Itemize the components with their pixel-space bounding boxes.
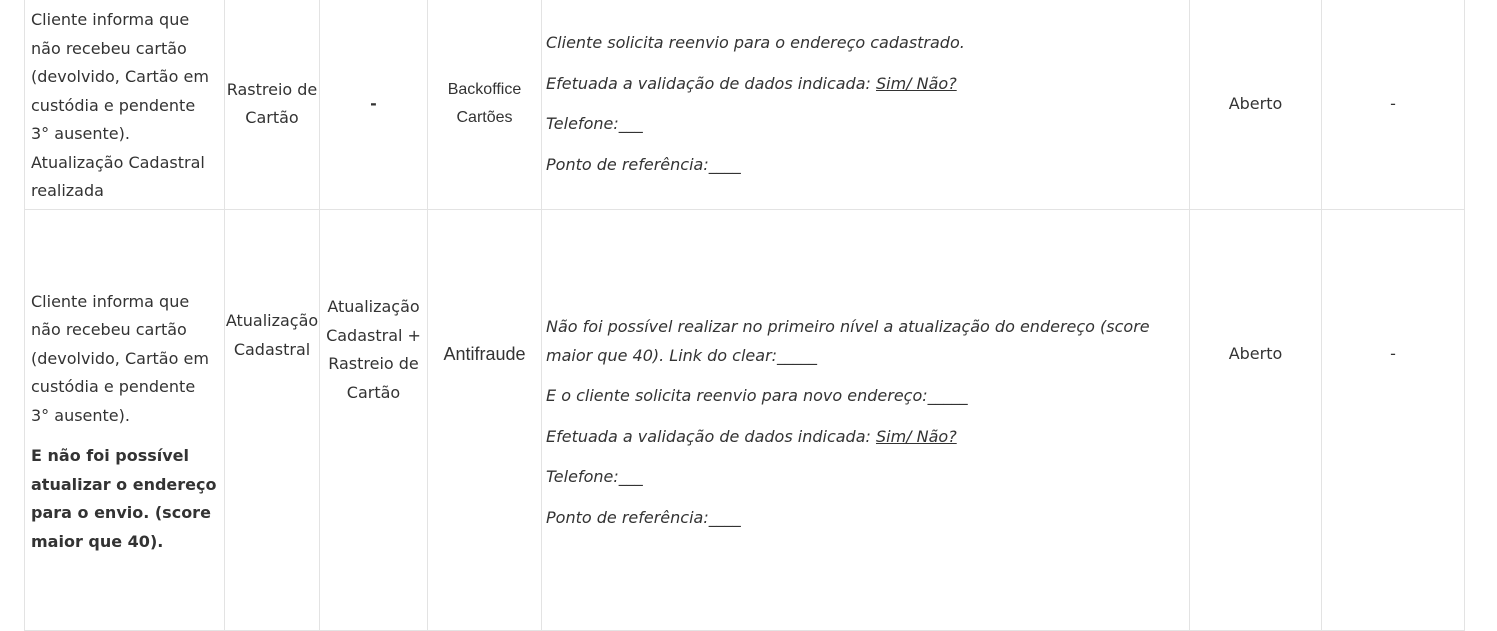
description-text: Cliente informa que não recebeu cartão (devolvido, Cartão em custódia e pendente 3° ausente). — [31, 10, 209, 144]
description-cell — [25, 210, 225, 631]
script-line — [546, 417, 1185, 458]
script-line: Telefone:___ — [546, 114, 643, 133]
procedures-table — [24, 0, 1465, 631]
script-text: Efetuada a validação de dados indicada: — [546, 426, 876, 446]
script-cell — [542, 0, 1190, 210]
obs-cell: - — [1322, 0, 1465, 210]
table-row — [25, 0, 1465, 210]
script-line: Ponto de referência:____ — [546, 507, 741, 527]
yes-no-link[interactable]: Sim/ Não? — [875, 73, 957, 93]
status-cell: Aberto — [1190, 0, 1322, 210]
area-cell: Antifraude — [428, 210, 542, 631]
script-line: Cliente solicita reenvio para o endereço cadastrado. — [546, 33, 965, 52]
subtipo-cell: - — [320, 0, 428, 210]
script-line — [546, 64, 1185, 105]
tipo-cell: Atualização Cadastral — [225, 210, 320, 631]
script-line: Ponto de referência:____ — [546, 154, 741, 174]
description-cell — [25, 0, 225, 210]
status-cell: Aberto — [1190, 210, 1322, 631]
area-cell: Backoffice Cartões — [428, 0, 542, 210]
script-line: Telefone:___ — [546, 467, 643, 486]
yes-no-link[interactable]: Sim/ Não? — [875, 426, 957, 446]
tipo-cell: Rastreio de Cartão — [225, 0, 320, 210]
script-cell — [542, 210, 1190, 631]
subtipo-cell: Atualização Cadastral + Rastreio de Cartão — [320, 210, 428, 631]
table-row — [25, 210, 1465, 631]
script-line: E o cliente solicita reenvio para novo endereço:_____ — [546, 386, 968, 405]
description-bold-note: E não foi possível atualizar o endereço para o envio. (score maior que 40). — [31, 446, 217, 551]
script-line: Não foi possível realizar no primeiro nível a atualização do endereço (score maior que 40). Link do clear:_____ — [546, 317, 1150, 365]
script-text: Efetuada a validação de dados indicada: — [546, 73, 876, 93]
description-text: Atualização Cadastral realizada — [31, 152, 205, 201]
description-text: Cliente informa que não recebeu cartão (devolvido, Cartão em custódia e pendente 3° ausente). — [31, 291, 209, 425]
obs-cell: - — [1322, 210, 1465, 631]
